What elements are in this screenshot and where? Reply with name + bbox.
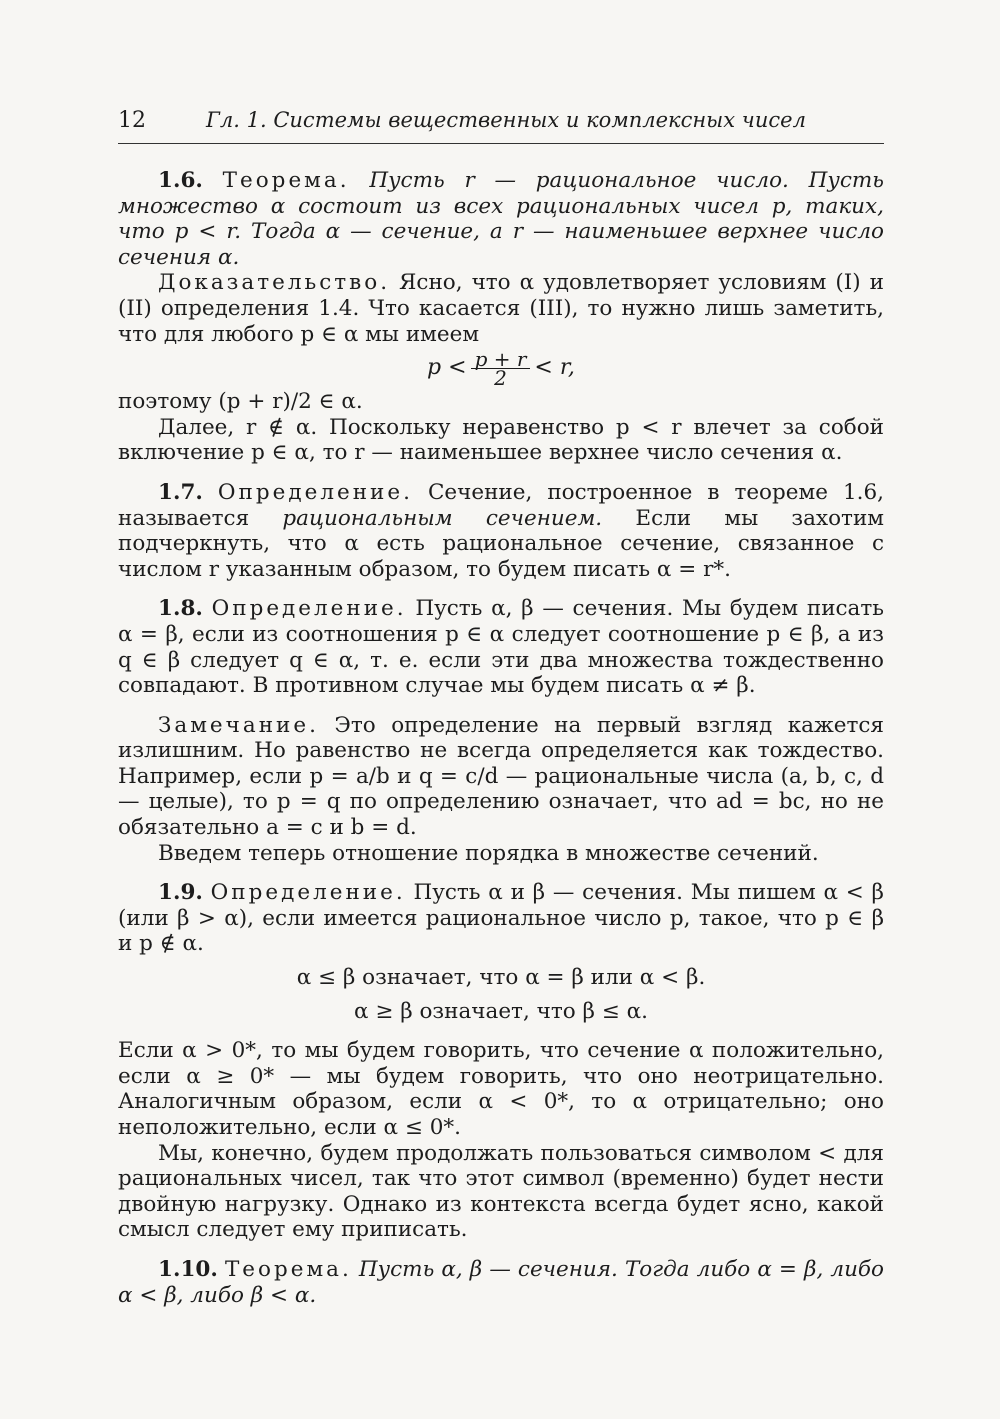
section-heading: Теорема. xyxy=(222,168,350,193)
theorem-statement: Пусть α, β — сечения. Тогда либо α = β, либо α < β, либо β < α. xyxy=(118,1256,884,1308)
definition-1-7 xyxy=(118,480,884,582)
section-number: 1.7. xyxy=(158,479,203,505)
display-formula xyxy=(118,347,884,389)
proof-heading: Доказательство. xyxy=(158,270,391,296)
proof-paragraph xyxy=(118,270,884,347)
defined-term: рациональным сечением. xyxy=(282,505,603,531)
section-heading: Определение. xyxy=(211,596,407,622)
definition-text-b: Если мы захотим подчеркнуть, что α есть рациональное сечение, связанное с числом r указанным образом, то будем писать α = r*. xyxy=(118,505,884,582)
proof-text: Ясно, что α удовлетворяет условиям (I) и (II) определения 1.4. Что касается (III), то нужно лишь заметить, что для любого p ∈ α мы имеем xyxy=(118,270,884,347)
definition-text-a: Сечение, построенное в теореме 1.6, называется xyxy=(118,479,884,531)
formula-geq: α ≥ β означает, что β ≤ α. xyxy=(354,998,648,1024)
proof-continuation: Далее, r ∉ α. Поскольку неравенство p < r влечет за собой включение p ∈ α, то r — наименьшее верхнее число сечения α. xyxy=(118,414,884,466)
order-intro: Введем теперь отношение порядка в множестве сечений. xyxy=(158,840,819,866)
section-number: 1.8. xyxy=(158,596,203,622)
book-page xyxy=(118,108,884,1308)
symbol-paragraph: Мы, конечно, будем продолжать пользоваться символом < для рациональных чисел, так что этот символ (временно) будет нести двойную нагрузку. Однако из контекста всегда будет ясно, какой смысл следует ему приписать. xyxy=(118,1140,884,1243)
sign-paragraph: Если α > 0*, то мы будем говорить, что сечение α положительно, если α ≥ 0* — мы будем говорить, что оно неотрицательно. Аналогичным образом, если α < 0*, то α отрицательно; оно неположительно, если α ≤ 0*. xyxy=(118,1038,884,1140)
theorem-statement: Пусть r — рациональное число. Пусть множество α состоит из всех рациональных чисел p, таких, что p < r. Тогда α — сечение, а r — наименьшее верхнее число сечения α. xyxy=(118,168,884,270)
page-content xyxy=(118,168,884,1308)
section-heading: Определение. xyxy=(210,880,406,906)
formula-leq: α ≤ β означает, что α = β или α < β. xyxy=(296,965,706,991)
formula-right: < r, xyxy=(534,355,575,381)
theorem-1-6 xyxy=(118,168,884,270)
definition-1-9 xyxy=(118,880,884,957)
definition-text: Пусть α и β — сечения. Мы пишем α < β (или β > α), если имеется рациональное число p, такое, что p ∈ β и p ∉ α. xyxy=(118,880,884,957)
section-heading: Теорема. xyxy=(224,1256,352,1282)
page-header xyxy=(118,108,884,144)
section-number: 1.10. xyxy=(158,1256,218,1282)
running-title: Гл. 1. Системы вещественных и комплексных чисел xyxy=(206,108,806,132)
remark xyxy=(118,713,884,841)
fraction-denominator: 2 xyxy=(494,365,507,390)
fraction-numerator: p + r xyxy=(471,350,531,369)
remark-text: Это определение на первый взгляд кажется излишним. Но равенство не всегда определяется как тождество. Например, если p = a/b и q = c/d — рациональные числа (a, b, c, d — целые), то p = q по определению означает, что ad = bc, но не обязательно a = c и b = d. xyxy=(118,712,884,841)
definition-text: Пусть α, β — сечения. Мы будем писать α = β, если из соотношения p ∈ α следует соотношение p ∈ β, а из q ∈ β следует q ∈ α, т. е. если эти два множества тождественно совпадают. В противном случае мы будем писать α ≠ β. xyxy=(118,596,884,699)
remark-heading: Замечание. xyxy=(158,712,319,738)
definition-1-8 xyxy=(118,596,884,698)
section-heading: Определение. xyxy=(217,479,413,505)
formula-left: p < xyxy=(427,355,467,381)
theorem-1-10 xyxy=(118,1257,884,1308)
fraction xyxy=(471,346,531,390)
page-number: 12 xyxy=(118,108,146,133)
section-number: 1.6. xyxy=(158,168,203,193)
after-formula-text: поэтому (p + r)/2 ∈ α. xyxy=(118,389,363,415)
section-number: 1.9. xyxy=(158,880,203,906)
